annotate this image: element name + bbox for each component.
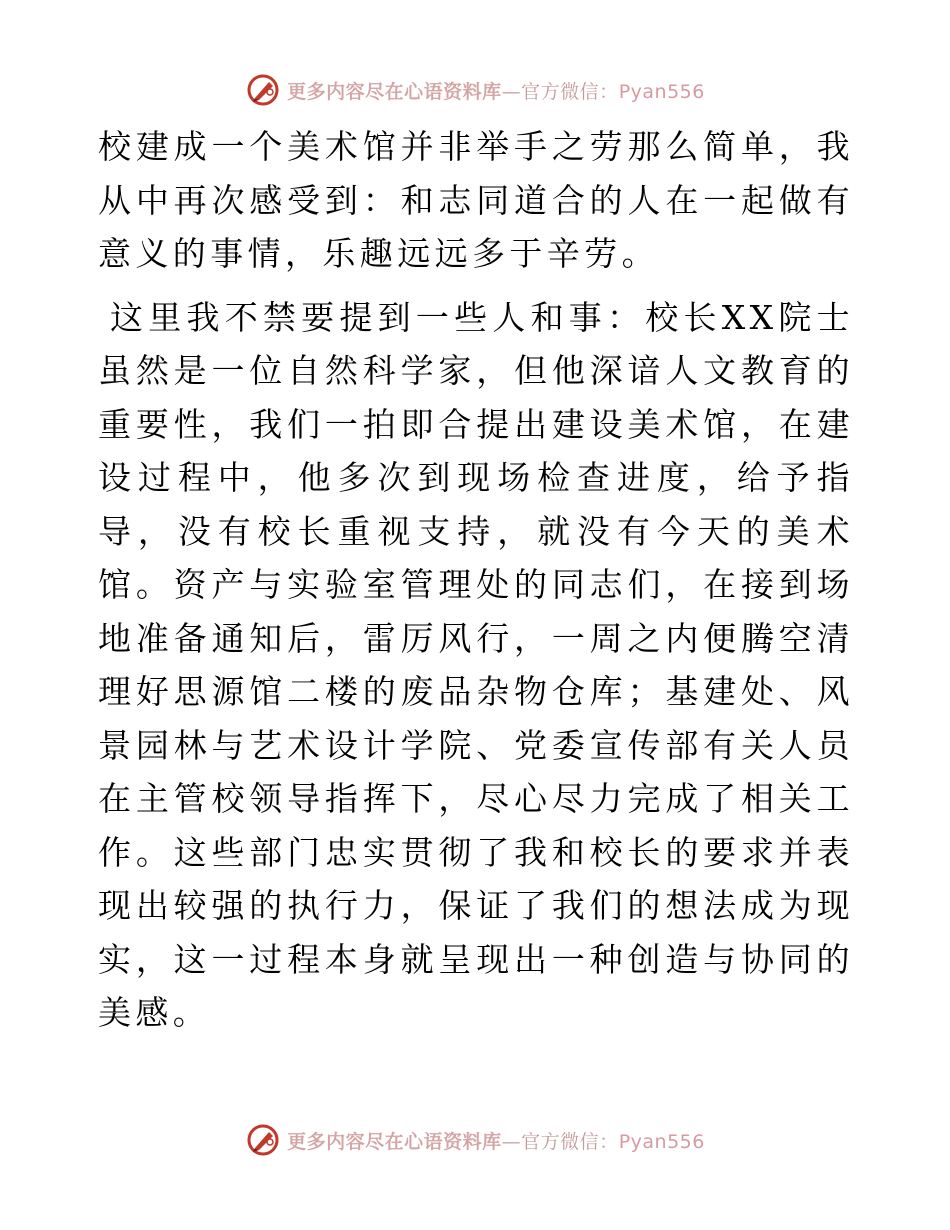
footer-watermark [0, 1120, 950, 1160]
watermark-separator: — [501, 1130, 522, 1153]
paragraph-1: 校建成一个美术馆并非举手之劳那么简单，我从中再次感受到：和志同道合的人在一起做有意义的事情，乐趣远远多于辛劳。 [98, 127, 854, 273]
watermark-sub-text: 官方微信： [521, 80, 619, 103]
watermark-wechat-id: Pyan556 [618, 80, 705, 103]
paragraph-2: 这里我不禁要提到一些人和事：校长XX院士虽然是一位自然科学家，但他深谙人文教育的重要性，我们一拍即合提出建设美术馆，在建设过程中，他多次到现场检查进度，给予指导，没有校长重视支持，就没有今天的美术馆。资产与实验室管理处的同志们，在接到场地准备通知后，雷厉风行，一周之内便腾空清理好思源馆二楼的废品杂物仓库；基建处、风景园林与艺术设计学院、党委宣传部有关人员在主管校领导指挥下，尽心尽力完成了相关工作。这些部门忠实贯彻了我和校长的要求并表现出较强的执行力，保证了我们的想法成为现实，这一过程本身就呈现出一种创造与协同的美感。 [98, 297, 854, 1032]
watermark-main-text: 更多内容尽在心语资料库 [287, 80, 502, 103]
watermark-wechat-id: Pyan556 [618, 1130, 705, 1153]
watermark-separator: — [501, 80, 522, 103]
watermark-sub-text: 官方微信： [521, 1130, 619, 1153]
document-body [98, 120, 854, 1040]
watermark-main-text: 更多内容尽在心语资料库 [287, 1130, 502, 1153]
pen-logo-icon [245, 72, 281, 108]
pen-logo-icon [245, 1122, 281, 1158]
header-watermark [0, 70, 950, 110]
